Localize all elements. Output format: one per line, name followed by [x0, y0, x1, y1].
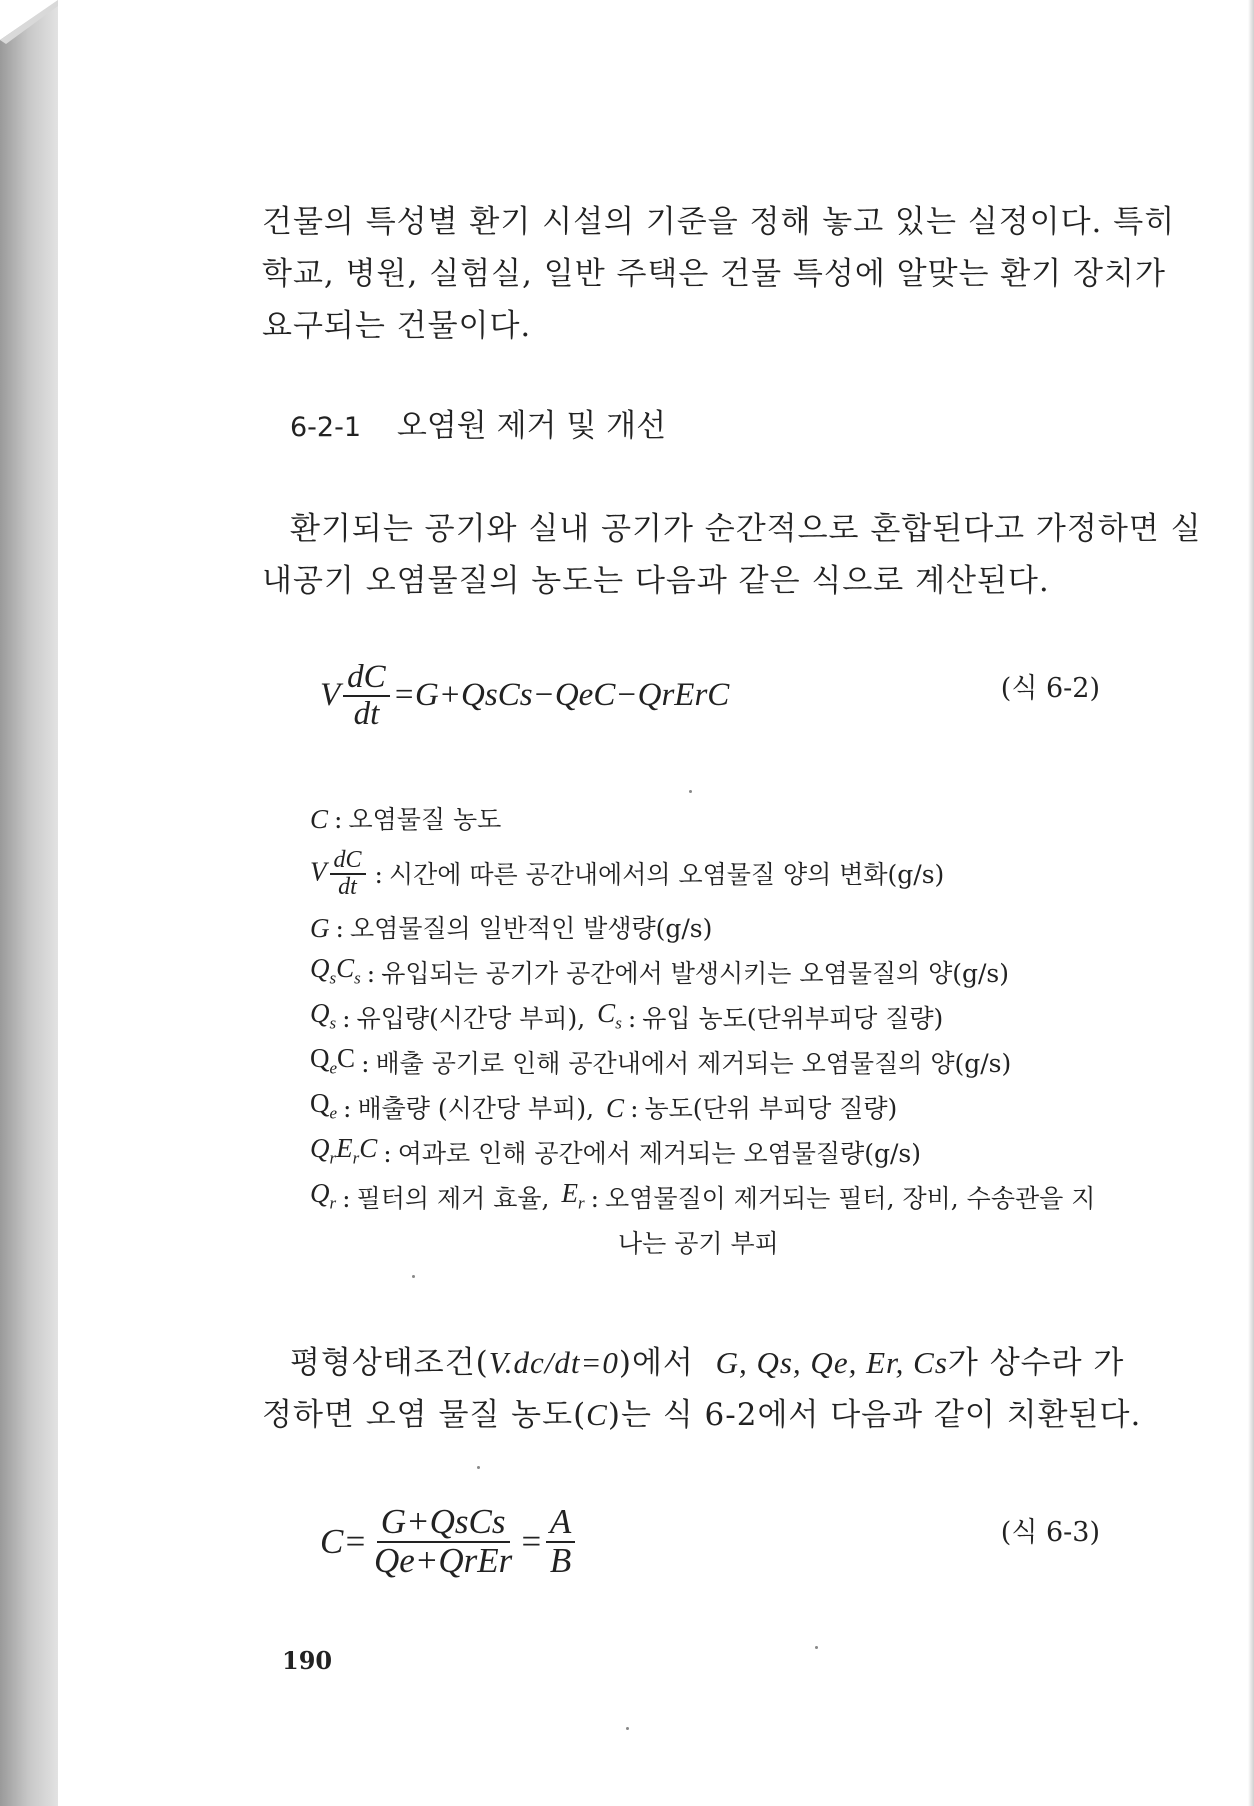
- paragraph-3-line-2-part-b: )는 식 6-2에서 다음과 같이 치환된다.: [607, 1397, 1142, 1433]
- equation-6-3-equals: =: [519, 1521, 543, 1561]
- symbol-cs: $C_s$: [597, 998, 622, 1033]
- section-number: 6-2-1: [290, 412, 362, 443]
- equation-6-3-b: B: [549, 1540, 572, 1580]
- page-number: 190: [282, 1646, 333, 1675]
- equation-6-3: [320, 1504, 1100, 1584]
- scan-speck: [689, 790, 692, 793]
- equation-6-2: [320, 660, 1100, 740]
- definition-qscs-text: 유입되는 공기가 공간에서 발생시키는 오염물질의 양(g/s): [381, 959, 1010, 988]
- equation-6-2-body: [320, 660, 729, 731]
- paragraph-2-line-2: 내공기 오염물질의 농도는 다음과 같은 식으로 계산된다.: [262, 563, 1050, 599]
- definition-qec-text: 배출 공기로 인해 공간내에서 제거되는 오염물질의 양(g/s): [375, 1049, 1012, 1078]
- definition-qec: $Q_eC$ : 배출 공기로 인해 공간내에서 제거되는 오염물질의 양(g/s): [310, 1041, 1130, 1086]
- scan-speck: [626, 1727, 629, 1730]
- paragraph-3-line-1: [262, 1337, 1125, 1389]
- paragraph-3: [262, 1337, 1142, 1441]
- symbol-er: $E_r$: [561, 1178, 585, 1213]
- scan-speck: [412, 1275, 415, 1278]
- equation-6-2-label: (식 6-2): [1000, 673, 1100, 704]
- symbol-qec: $Q_eC$: [310, 1043, 356, 1078]
- definition-qr-text: 필터의 제거 효율,: [356, 1184, 550, 1213]
- paragraph-3-line-1-part-a: 평형상태조건(: [290, 1345, 489, 1381]
- definitions-list: [310, 797, 1130, 1265]
- definition-qr-er: $Q_r$ : 필터의 제거 효율, $E_r$ : 오염물질이 제거되는 필터, 장비, 수송관을 지: [310, 1176, 1130, 1221]
- equation-6-2-rhs: =G+QsCs−QeC−QrErC: [392, 677, 730, 714]
- equation-6-3-a: A: [546, 1504, 575, 1543]
- symbol-qe: $Q_e$: [310, 1088, 338, 1123]
- paragraph-2-line-1: 환기되는 공기와 실내 공기가 순간적으로 혼합된다고 가정하면 실: [290, 511, 1202, 547]
- symbol-c: C: [310, 804, 329, 834]
- definition-qrerc-text: 여과로 인해 공간에서 제거되는 오염물질량(g/s): [397, 1139, 921, 1168]
- definition-g-text: 오염물질의 일반적인 발생량(g/s): [349, 914, 713, 943]
- definition-qscs: $Q_sC_s$ : 유입되는 공기가 공간에서 발생시키는 오염물질의 양(g/s): [310, 951, 1130, 996]
- definition-er-continued: [310, 1221, 1130, 1265]
- symbol-qscs: $Q_sC_s$: [310, 953, 361, 988]
- definition-c-text: 오염물질 농도: [348, 805, 502, 834]
- equation-6-3-numerator: G+QsCs: [377, 1504, 510, 1543]
- paragraph-3-line-2: [262, 1389, 1142, 1441]
- equation-6-3-fraction-1: [370, 1504, 516, 1580]
- intro-line-2: 학교, 병원, 실험실, 일반 주택은 건물 특성에 알맞는 환기 장치가: [262, 256, 1166, 292]
- definition-vdcdt-text: 시간에 따른 공간내에서의 오염물질 양의 변화(g/s): [388, 859, 945, 889]
- paragraph-3-line-1-vars: G, Qs, Qe, Er, Cs: [715, 1345, 948, 1380]
- intro-line-3: 요구되는 건물이다.: [262, 308, 532, 344]
- equation-6-3-denominator: Qe+QrEr: [373, 1540, 513, 1580]
- paragraph-2: [262, 503, 1202, 607]
- definition-c: C : 오염물질 농도: [310, 797, 1130, 842]
- symbol-c-2: C: [606, 1093, 625, 1123]
- definition-qrerc: $Q_rE_rC$ : 여과로 인해 공간에서 제거되는 오염물질량(g/s): [310, 1131, 1130, 1176]
- symbol-qr: $Q_r$: [310, 1178, 337, 1213]
- equation-6-2-numerator: dC: [343, 660, 390, 697]
- intro-paragraph: [262, 196, 1176, 352]
- book-spine-edge: [0, 0, 58, 1806]
- paragraph-3-line-2-part-a: 정하면 오염 물질 농도(: [262, 1397, 587, 1433]
- symbol-qrerc: $Q_rE_rC$: [310, 1133, 378, 1168]
- section-heading: [290, 400, 666, 445]
- definition-er-text-continued: 나는 공기 부피: [618, 1228, 779, 1258]
- definition-qs-text: 유입량(시간당 부피),: [356, 1004, 586, 1033]
- definition-c2-text: 농도(단위 부피당 질량): [644, 1094, 898, 1123]
- scan-speck: [815, 1646, 818, 1649]
- equation-6-2-denominator: dt: [353, 695, 380, 732]
- paragraph-3-line-1-math: V.dc/dt=0: [488, 1345, 619, 1380]
- definition-qs-cs: $Q_s$ : 유입량(시간당 부피), $C_s$ : 유입 농도(단위부피당 질량): [310, 996, 1130, 1041]
- symbol-g: G: [310, 913, 330, 943]
- intro-line-1: 건물의 특성별 환기 시설의 기준을 정해 놓고 있는 실정이다. 특히: [262, 204, 1176, 240]
- definition-qe-c: $Q_e$ : 배출량 (시간당 부피), C : 농도(단위 부피당 질량): [310, 1086, 1130, 1131]
- equation-6-3-lhs: C=: [320, 1521, 367, 1561]
- scan-speck: [477, 1466, 480, 1469]
- page-edge-shadow: [1248, 0, 1254, 1806]
- equation-6-2-lhs-prefix: V: [320, 677, 341, 714]
- definition-cs-text: 유입 농도(단위부피당 질량): [642, 1004, 944, 1033]
- symbol-qs: $Q_s$: [310, 998, 337, 1033]
- definition-vdcdt: V $\frac{dC}{dt}$ : 시간에 따른 공간내에서의 오염물질 양의 변화(g/s): [310, 846, 945, 900]
- equation-6-3-label: (식 6-3): [1000, 1517, 1100, 1548]
- equation-6-3-body: [320, 1504, 578, 1580]
- definition-er-text: 오염물질이 제거되는 필터, 장비, 수송관을 지: [605, 1184, 1096, 1213]
- paragraph-3-line-2-math: C: [586, 1397, 608, 1432]
- paragraph-3-line-1-part-b: )에서: [618, 1345, 694, 1381]
- section-title: 오염원 제거 및 개선: [396, 408, 667, 444]
- equation-6-3-fraction-2: [546, 1504, 575, 1580]
- symbol-vdcdt: V $\frac{dC}{dt}$: [310, 848, 369, 900]
- definition-g: G : 오염물질의 일반적인 발생량(g/s): [310, 906, 1130, 951]
- equation-6-2-fraction: [343, 660, 390, 731]
- definition-qe-text: 배출량 (시간당 부피),: [357, 1094, 595, 1123]
- paragraph-3-line-1-part-c: 가 상수라 가: [947, 1345, 1125, 1381]
